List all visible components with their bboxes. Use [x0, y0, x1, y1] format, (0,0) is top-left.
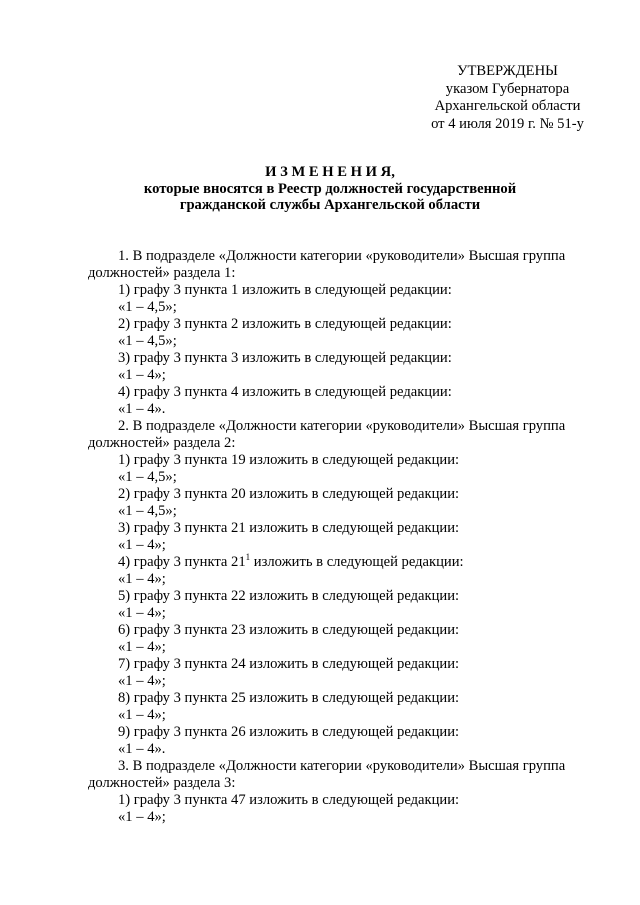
list-item-value: «1 – 4». [118, 741, 166, 757]
list-item: 1) графу 3 пункта 1 изложить в следующей редакции: [118, 282, 452, 298]
list-item: 9) графу 3 пункта 26 изложить в следующей редакции: [118, 724, 460, 740]
section-heading-continued: должностей» раздела 2: [88, 435, 236, 451]
list-item-value: «1 – 4»; [118, 367, 166, 383]
list-item-value: «1 – 4». [118, 401, 166, 417]
approval-date: от 4 июля 2019 г. № 51-у [431, 115, 584, 132]
list-item: 6) графу 3 пункта 23 изложить в следующей редакции: [118, 622, 460, 638]
section-3 [88, 758, 600, 826]
section-heading-continued: должностей» раздела 1: [88, 265, 236, 281]
list-item: 8) графу 3 пункта 25 изложить в следующей редакции: [118, 690, 460, 706]
approval-status: УТВЕРЖДЕНЫ [457, 63, 558, 79]
title-heading: И З М Е Н Е Н И Я, [265, 164, 395, 180]
list-item: 1) графу 3 пункта 47 изложить в следующей редакции: [118, 792, 460, 808]
list-item-text-pre: 4) графу 3 пункта 21 [118, 554, 246, 570]
list-item-value: «1 – 4,5»; [118, 333, 177, 349]
superscript-number: 1 [245, 552, 251, 563]
list-item-value: «1 – 4,5»; [118, 503, 177, 519]
list-item-value: «1 – 4»; [118, 639, 166, 655]
list-item: 3) графу 3 пункта 3 изложить в следующей редакции: [118, 350, 452, 366]
list-item-value: «1 – 4»; [118, 707, 166, 723]
title-line-1: которые вносятся в Реестр должностей государственной [143, 180, 517, 197]
list-item [88, 554, 600, 571]
list-item: 7) графу 3 пункта 24 изложить в следующей редакции: [118, 656, 460, 672]
list-item-text-post: изложить в следующей редакции: [250, 554, 464, 570]
approval-by: указом Губернатора [445, 80, 570, 97]
list-item: 2) графу 3 пункта 20 изложить в следующей редакции: [118, 486, 460, 502]
list-item-value: «1 – 4»; [118, 537, 166, 553]
list-item-value: «1 – 4»; [118, 673, 166, 689]
section-heading: 1. В подразделе «Должности категории «руководители» Высшая группа [118, 248, 566, 264]
list-item-value: «1 – 4»; [118, 809, 166, 825]
list-item: 5) графу 3 пункта 22 изложить в следующей редакции: [118, 588, 460, 604]
list-item-value: «1 – 4,5»; [118, 299, 177, 315]
list-item: 1) графу 3 пункта 19 изложить в следующей редакции: [118, 452, 460, 468]
list-item-value: «1 – 4,5»; [118, 469, 177, 485]
document-title [60, 164, 600, 214]
title-line-2: гражданской службы Архангельской области [179, 197, 481, 214]
approval-block [400, 63, 615, 133]
list-item: 4) графу 3 пункта 4 изложить в следующей редакции: [118, 384, 452, 400]
section-heading: 2. В подразделе «Должности категории «руководители» Высшая группа [118, 418, 566, 434]
document-body [88, 248, 600, 826]
section-2 [88, 418, 600, 758]
section-1 [88, 248, 600, 418]
list-item: 3) графу 3 пункта 21 изложить в следующей редакции: [118, 520, 460, 536]
section-heading-continued: должностей» раздела 3: [88, 775, 236, 791]
list-item: 2) графу 3 пункта 2 изложить в следующей редакции: [118, 316, 452, 332]
approval-region: Архангельской области [434, 98, 581, 114]
section-heading: 3. В подразделе «Должности категории «руководители» Высшая группа [118, 758, 566, 774]
list-item-value: «1 – 4»; [118, 605, 166, 621]
list-item-value: «1 – 4»; [118, 571, 166, 587]
